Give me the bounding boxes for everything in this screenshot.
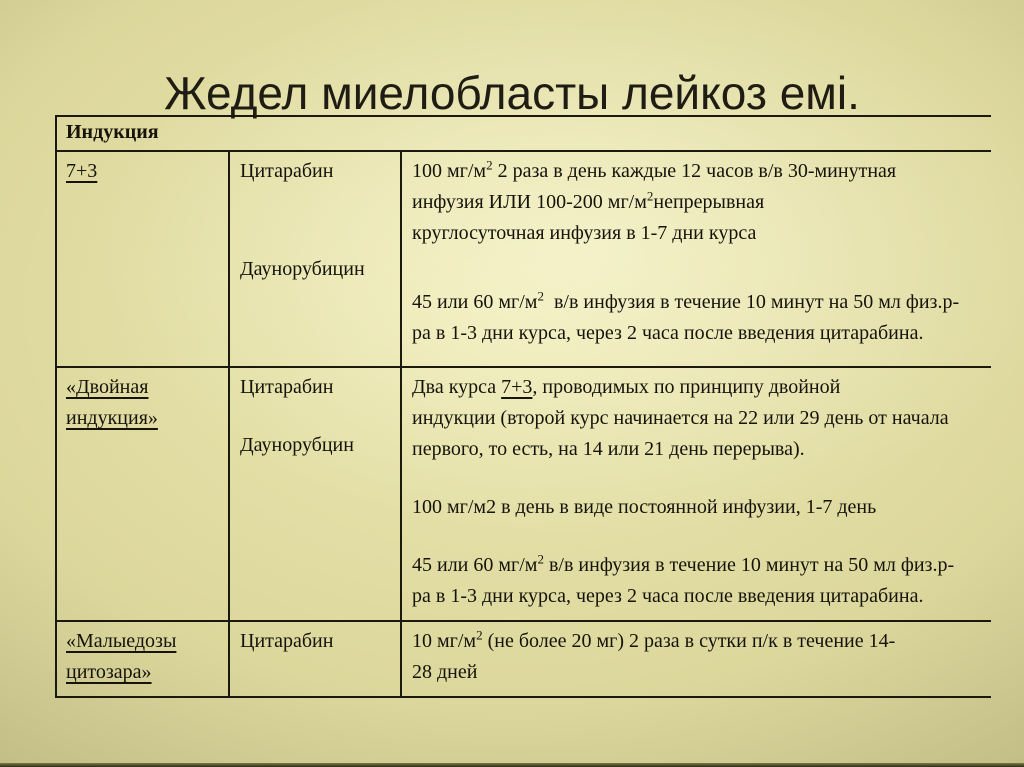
dosage-paragraph <box>412 156 987 249</box>
regimen-cell <box>57 152 230 366</box>
table-row-double-induction <box>57 366 991 620</box>
text-segment: Два курса <box>412 376 502 398</box>
drug-name: Цитарабин <box>240 376 334 398</box>
dosage-cell <box>402 368 991 620</box>
regimen-cell <box>57 368 230 620</box>
table-row-7plus3 <box>57 150 991 366</box>
regimen-cell <box>57 622 230 696</box>
treatment-table <box>55 115 991 698</box>
slide-bottom-edge <box>0 763 1024 767</box>
dosage-paragraph <box>412 626 987 688</box>
text-segment: в/в инфузия в течение 10 минут на 50 мл физ.р- <box>543 291 960 313</box>
regimen-label <box>66 376 158 429</box>
drug-cell <box>230 368 402 620</box>
dosage-paragraph <box>412 372 987 465</box>
text-segment: 45 или 60 мг/м <box>412 291 538 313</box>
drug-name: Цитарабин <box>240 630 334 652</box>
text-segment: 2 <box>537 288 544 304</box>
text-segment: 10 мг/м <box>412 630 477 652</box>
text-segment: индукция» <box>66 407 158 429</box>
text-segment: ра в 1-3 дни курса, через 2 часа после введения цитарабина. <box>412 322 924 344</box>
dosage-cell <box>402 622 991 696</box>
text-segment: инфузия ИЛИ 100-200 мг/м <box>412 191 647 213</box>
text-segment: 28 дней <box>412 661 478 683</box>
text-segment: индукции (второй курс начинается на 22 или 29 день от начала <box>412 407 949 429</box>
slide-title: Жедел миелобласты лейкоз емі. <box>164 66 860 119</box>
text-segment: 45 или 60 мг/м <box>412 554 538 576</box>
text-segment: 2 <box>486 157 493 173</box>
text-segment: 2 <box>476 627 483 643</box>
regimen-label <box>66 630 176 683</box>
dosage-cell <box>402 152 991 366</box>
text-segment: 7+3 <box>501 376 533 398</box>
drug-name: Даунорубцин <box>240 434 354 456</box>
text-segment: 7+3 <box>66 160 98 182</box>
text-segment: первого, то есть, на 14 или 21 день перерыва). <box>412 438 805 460</box>
table-row-low-dose-cytosar <box>57 620 991 696</box>
text-segment: 100 мг/м2 в день в виде постоянной инфузии, 1-7 день <box>412 496 877 518</box>
text-segment: 2 <box>646 188 654 204</box>
text-segment: 2 раза в день каждые 12 часов в/в 30-минутная <box>492 160 897 182</box>
text-segment: (не более 20 мг) 2 раза в сутки п/к в течение 14- <box>482 630 896 652</box>
drug-cell <box>230 152 402 366</box>
text-segment: в/в инфузия в течение 10 минут на 50 мл физ.р- <box>543 554 955 576</box>
regimen-label <box>66 160 97 182</box>
drug-name: Даунорубицин <box>240 258 365 280</box>
table-header-cell: Индукция <box>66 121 159 143</box>
table-header-row <box>57 117 991 150</box>
text-segment: 2 <box>537 551 544 567</box>
drug-name: Цитарабин <box>240 160 334 182</box>
dosage-paragraph <box>412 287 987 349</box>
text-segment: 100 мг/м <box>412 160 487 182</box>
text-segment: цитозара» <box>66 661 152 683</box>
text-segment: «Двойная <box>66 376 149 398</box>
text-segment: «Малыедозы <box>66 630 177 652</box>
drug-cell <box>230 622 402 696</box>
text-segment: , проводимых по принципу двойной <box>532 376 841 398</box>
dosage-paragraph <box>412 492 987 523</box>
text-segment: круглосуточная инфузия в 1-7 дни курса <box>412 222 757 244</box>
text-segment: ра в 1-3 дни курса, через 2 часа после введения цитарабина. <box>412 585 924 607</box>
text-segment: непрерывная <box>653 191 765 213</box>
dosage-paragraph <box>412 550 987 612</box>
